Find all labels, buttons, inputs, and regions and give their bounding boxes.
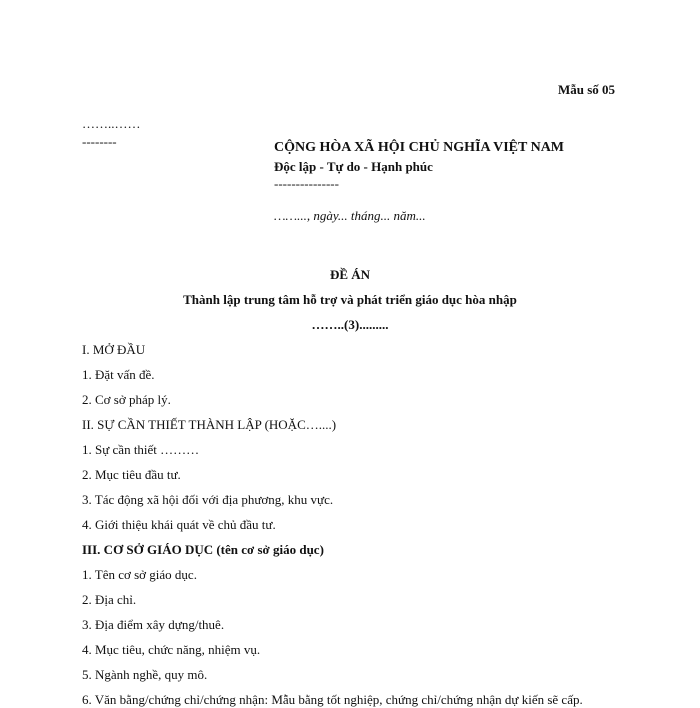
motto: Độc lập - Tự do - Hạnh phúc	[274, 159, 433, 174]
document-reference: ……..(3).........	[311, 317, 389, 332]
agency-rule: --------	[82, 134, 117, 149]
document-subtitle: Thành lập trung tâm hỗ trợ và phát triển giáo dục hòa nhập	[183, 292, 517, 307]
section-heading-intro: I. MỞ ĐẦU	[82, 342, 146, 357]
list-item: 2. Địa chỉ.	[82, 592, 137, 607]
motto-rule: ---------------	[274, 176, 339, 191]
list-item: 2. Cơ sở pháp lý.	[82, 392, 171, 407]
agency-name-placeholder: ……..……	[82, 116, 141, 131]
list-item: 4. Giới thiệu khái quát về chủ đầu tư.	[82, 517, 276, 532]
section-heading-necessity: II. SỰ CẦN THIẾT THÀNH LẬP (HOẶC…....)	[82, 417, 337, 432]
list-item: 2. Mục tiêu đầu tư.	[82, 467, 181, 482]
place-date-line: ……..., ngày... tháng... năm...	[274, 208, 426, 223]
list-item: 1. Đặt vấn đề.	[82, 367, 155, 382]
form-number: Mẫu số 05	[558, 82, 616, 97]
list-item: 1. Tên cơ sở giáo dục.	[82, 567, 197, 582]
list-item: 5. Ngành nghề, quy mô.	[82, 667, 208, 682]
national-title: CỘNG HÒA XÃ HỘI CHỦ NGHĨA VIỆT NAM	[274, 140, 565, 155]
list-item: 6. Văn bằng/chứng chỉ/chứng nhận: Mẫu bằng tốt nghiệp, chứng chỉ/chứng nhận dự kiến sẽ cấp.	[82, 692, 583, 707]
section-heading-institution: III. CƠ SỞ GIÁO DỤC (tên cơ sở giáo dục)	[82, 542, 324, 557]
list-item: 3. Tác động xã hội đối với địa phương, khu vực.	[82, 492, 334, 507]
list-item: 1. Sự cần thiết ………	[82, 442, 200, 457]
document-title: ĐỀ ÁN	[329, 267, 371, 282]
list-item: 4. Mục tiêu, chức năng, nhiệm vụ.	[82, 642, 261, 657]
list-item: 3. Địa điểm xây dựng/thuê.	[82, 617, 225, 632]
